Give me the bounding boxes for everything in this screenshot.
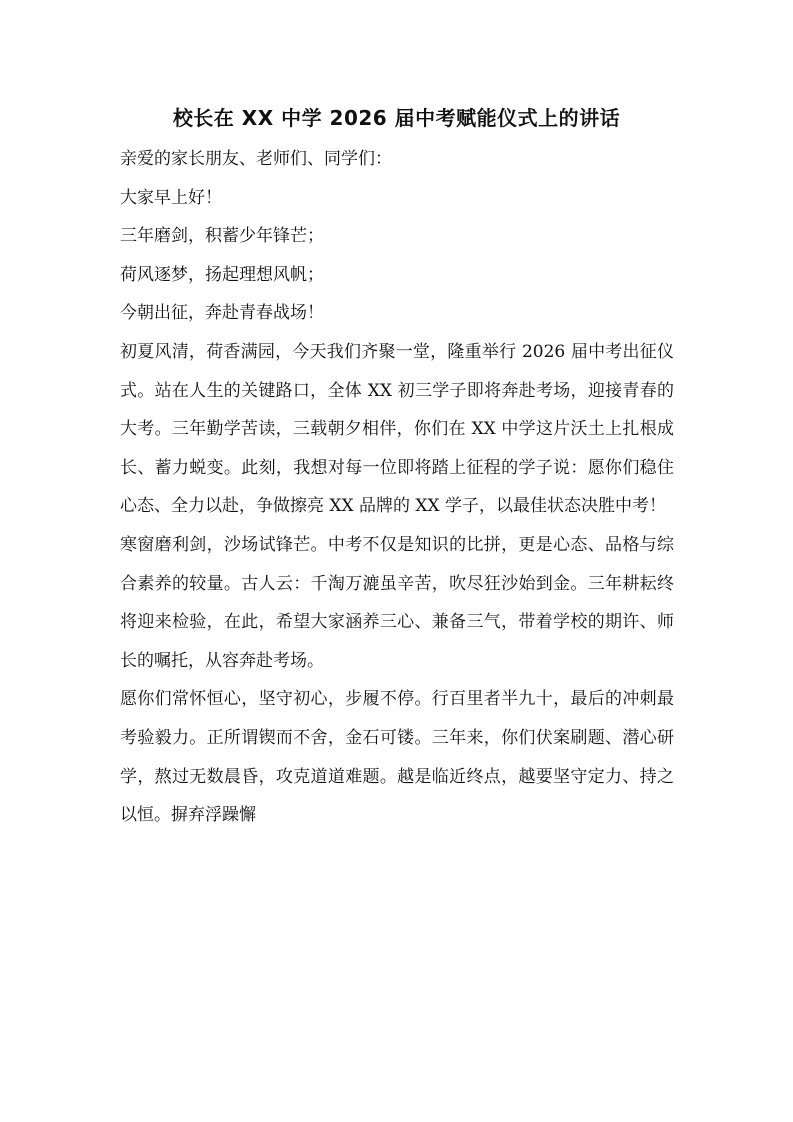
document-title: 校长在 XX 中学 2026 届中考赋能仪式上的讲话 — [172, 106, 621, 130]
paragraph-verse-3: 今朝出征，奔赴青春战场！ — [120, 303, 324, 324]
paragraph-encouragement: 寒窗磨利剑，沙场试锋芒。中考不仅是知识的比拼，更是心态、品格与综合素养的较量。古人云：千淘万漉虽辛苦，吹尽狂沙始到金。三年耕耘终将迎来检验，在此，希望大家涵养三心、兼备三气，带着学校的期许、师长的嘱托，从容奔赴考场。 — [120, 534, 674, 671]
paragraph-perseverance: 愿你们常怀恒心，坚守初心，步履不停。行百里者半九十，最后的冲刺最考验毅力。正所谓锲而不舍，金石可镂。三年来，你们伏案刷题、潜心研学，熬过无数晨昏，攻克道道难题。越是临近终点，越要坚守定力、持之以恒。摒弃浮躁懈 — [120, 689, 674, 826]
paragraph-verse-1: 三年磨剑，积蓄少年锋芒； — [120, 226, 324, 247]
paragraph-salutation: 亲爱的家长朋友、老师们、同学们： — [120, 149, 392, 169]
paragraph-greeting: 大家早上好！ — [120, 187, 222, 208]
document-body — [120, 140, 674, 835]
paragraph-opening: 初夏风清，荷香满园，今天我们齐聚一堂，隆重举行 2026 届中考出征仪式。站在人生的关键路口，全体 XX 初三学子即将奔赴考场，迎接青春的大考。三年勤学苦读，三载朝夕相伴，你们在 XX 中学这片沃土上扎根成长、蓄力蜕变。此刻，我想对每一位即将踏上征程的学子说：愿你们稳住心态、全力以赴，争做擦亮 XX 品牌的 XX 学子，以最佳状态决胜中考！ — [120, 341, 674, 517]
paragraph-verse-2: 荷风逐梦，扬起理想风帆； — [120, 264, 324, 285]
